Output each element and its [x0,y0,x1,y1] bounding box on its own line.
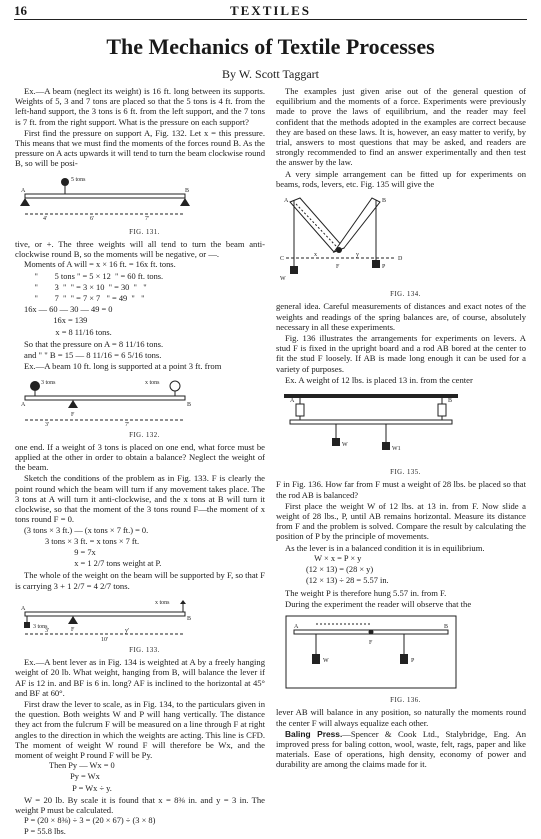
figure-caption: FIG. 134. [390,291,421,299]
fig133-label-a: A [21,605,26,612]
fig134-dim-x: x [314,252,317,259]
page-number: 16 [14,3,27,18]
equation-line: " 7 " " = 7 × 7 " = 49 " " [24,294,145,304]
equation-line: W × x = P × y [285,553,362,563]
fig131-dim: 6' [90,215,95,222]
paragraph: Ex.—A beam (neglect its weight) is 16 ft. long between its supports. Weights of 5, 3 and 7 tons are placed so that the 5 tons is 4 ft. from the left-hand support, the 3 tons is 6 ft. from the left support, and the 7 tons is 7 ft. from the right support. What is the pressure on each support? [15,86,265,127]
fig134-label-a: A [284,198,289,205]
paragraph: The examples just given arise out of the general question of equilibrium and the moments of a force. Experiments were previously made to prove the laws of equilibrium, and the reader may feel confident that the methods adopted in the examples are correct because they are based on these laws. It is, however, an easy matter to verify, by trial, answers to most questions that may be asked, and readers are strongly recommended to find an answer experimentally and then test the answer by the law. [276,86,526,168]
figure-caption: FIG. 131. [129,228,160,236]
equation-line: (12 × 13) ÷ 28 = 5.57 in. [285,576,389,586]
fig132-weight-label: 3 tons [41,380,56,387]
paragraph: The whole of the weight on the beam will be supported by F, so that F is carrying 3 + 1 2/7 = 4 2/7 tons. [15,570,265,591]
fig131-label-b: B [185,187,190,194]
fig135-label-w1: W1 [392,446,401,453]
paragraph: W = 20 lb. By scale it is found that x = 8⅜ in. and y = 3 in. The weight P must be calculated. [15,794,265,815]
fig133-label-f: F [71,626,75,633]
fig132-weight-label: x tons [145,380,160,387]
fig134-label-p: P [382,264,386,271]
equation-line: " 3 " " = 3 × 10 " = 30 " " [24,282,147,292]
equation-line: " 5 tons " = 5 × 12 " = 60 ft. tons. [24,271,164,281]
fig133-weight-label: 3 tons [33,623,48,630]
figure-caption: FIG. 133. [129,646,160,654]
fig136-label-p: P [411,657,415,664]
paragraph: general idea. Careful measurements of distances and exact notes of the weights and readings of the spring balances are, of course, absolutely necessary in all these experiments. [276,301,526,332]
fig136-label-w: W [323,657,329,664]
fig133-weight-label: x tons [155,599,170,606]
left-column [15,86,265,839]
paragraph: Sketch the conditions of the problem as in Fig. 133. F is clearly the point round which the beam will turn if any movement takes place. The 3 tons at A will turn it anti-clockwise, and the x tons at B will turn it clockwise, so that the moment of the 3 tons round F—the moment of x tons round F = 0. [15,473,265,525]
fig132-dim: 3' [45,422,50,427]
paragraph: one end. If a weight of 3 tons is placed on one end, what force must be applied at the other in order to obtain a balance? Neglect the weight of the beam. [15,441,265,473]
figure-135 [276,390,466,464]
equation-line: (3 tons × 3 ft.) — (x tons × 7 ft.) = 0. [24,525,149,535]
figure-134 [276,194,406,286]
paragraph: First draw the lever to scale, as in Fig. 134, to the particulars given in the question. Both weights W and P will hang vertically. The distance they act from the fulcrum F will be measured on a line through F at right angles to the direction in which the weights are acting. This line is CFD. The moment of weight W round F will therefore be Wx, and the moment of weight P round F will be Py. [15,698,265,760]
fig132-label-f: F [71,412,75,419]
fig132-dim: 7' [125,422,130,427]
trade-notice [276,729,526,770]
fig132-label-a: A [21,402,26,409]
paragraph: F in Fig. 136. How far from F must a weight of 28 lbs. be placed so that the rod AB is balanced? [276,479,526,500]
equation-line: P = (20 × 8⅜) ÷ 3 = (20 × 67) ÷ (3 × 8) [24,816,156,826]
equation-line: 9 = 7x [24,547,96,557]
figure-133 [15,596,195,642]
equation-line: 16x = 139 [24,316,88,326]
fig131-weight-label: 5 tons [71,176,86,183]
fig134-label-b: B [382,198,387,205]
fig131-dim: 4' [43,215,48,222]
equation-line: 16x — 60 — 30 — 49 = 0 [24,305,113,315]
article-title: The Mechanics of Textile Processes [106,34,435,59]
paragraph: The weight P is therefore hung 5.57 in. from F. [285,587,447,598]
fig134-label-f: F [336,264,340,271]
paragraph: and " " B = 15 — 8 11/16 = 6 5/16 tons. [24,350,162,361]
fig133-dim: 3' [45,627,50,634]
fig135-label-w: W [342,442,348,449]
paragraph: First place the weight W of 12 lbs. at 13 in. from F. Now slide a weight of 28 lbs., P, until AB remains horizontal. Measure its distance from F and the problem is solved. Compare the result by calculating the position of P by the principle of movements. [276,500,526,542]
running-header [0,0,541,22]
fig135-label-b: B [448,398,453,405]
equation-line: P = Wx ÷ y. [24,783,112,793]
fig133-dim: 10' [101,636,109,642]
article-byline: By W. Scott Taggart [222,67,319,81]
fig136-label-a: A [294,623,299,630]
right-column [276,86,526,771]
equation-line: x = 1 2/7 tons weight at P. [24,559,162,569]
figure-caption: FIG. 132. [129,431,160,439]
figure-caption: FIG. 136. [390,697,421,705]
fig133-dim: y' [125,627,130,634]
fig134-label-d: D [398,256,403,263]
paragraph: As the lever is in a balanced condition it is in equilibrium. [285,542,485,553]
paragraph: Ex.—A beam 10 ft. long is supported at a point 3 ft. from [24,361,222,372]
equation-line: Moments of A will = x × 16 ft. = 16x ft. tons. [24,260,176,270]
trade-notice-heading: Baling Press. [285,728,343,739]
fig134-dim-y: y [356,252,359,259]
trade-notice-body: —Spencer & Cook Ltd., Stalybridge, Eng. An improved press for baling cotton, wool, waste, felt, rags, paper and like materials. Ease of operations, high density, economy of power and durability are among the claims made for it. [276,728,526,770]
journal-name: TEXTILES [229,3,312,18]
paragraph: Ex. A weight of 12 lbs. is placed 13 in. from the center [285,374,473,385]
paragraph: Fig. 136 illustrates the arrangements for experiments on levers. A stud F is fixed in the upright board and a rod AB bored at the center to fit the stud F loosely. If AB is made long enough it can be used for a variety of purposes. [276,333,526,374]
paragraph: First find the pressure on support A, Fig. 132. Let x = this pressure. This means that we must find the moments of the forces round B. As the pressure on A acts upwards it will tend to turn the beam clockwise round B, so will be posi- [15,127,265,169]
figure-132 [15,376,195,426]
equation-line: P = 55.8 lbs. [24,827,66,837]
paragraph: During the experiment the reader will observe that the [285,598,472,609]
fig135-label-a: A [290,398,295,405]
paragraph: A very simple arrangement can be fitted up for experiments on beams, rods, levers, etc. Fig. 135 will give the [276,168,526,189]
fig136-label-b: B [444,623,449,630]
fig132-label-b: B [187,402,192,409]
equation-line: Py = Wx [24,772,100,782]
equation-line: 3 tons × 3 ft. = x tons × 7 ft. [24,536,140,546]
figure-136 [276,614,466,692]
fig134-label-w: W [280,276,286,283]
fig136-label-f: F [369,639,373,646]
paragraph: Ex.—A bent lever as in Fig. 134 is weighted at A by a freely hanging weight of 20 lb. What weight, hanging from B, will balance the lever if AF is 12 in. and BF is 6 in. long? AF is inclined to the horizontal at 45° and BF at 60°. [15,657,265,698]
fig134-label-c: C [280,256,285,263]
header-rule [14,19,527,20]
equation-line: (12 × 13) = (28 × y) [285,565,374,575]
equation-line: Then Py — Wx = 0 [24,761,115,771]
paragraph: tive, or +. The three weights will all tend to turn the beam anti-clockwise round B, so the moments will be negative, or —. [15,239,265,260]
fig131-dim: 7' [145,215,150,222]
paragraph: So that the pressure on A = 8 11/16 tons. [24,338,164,349]
figure-131 [15,174,195,224]
equation-line: x = 8 11/16 tons. [24,327,112,337]
paragraph: lever AB will balance in any position, so naturally the moments round the center F will always equalize each other. [276,707,526,728]
fig131-label-a: A [21,187,26,194]
figure-caption: FIG. 135. [390,469,421,477]
fig133-label-b: B [187,615,192,622]
